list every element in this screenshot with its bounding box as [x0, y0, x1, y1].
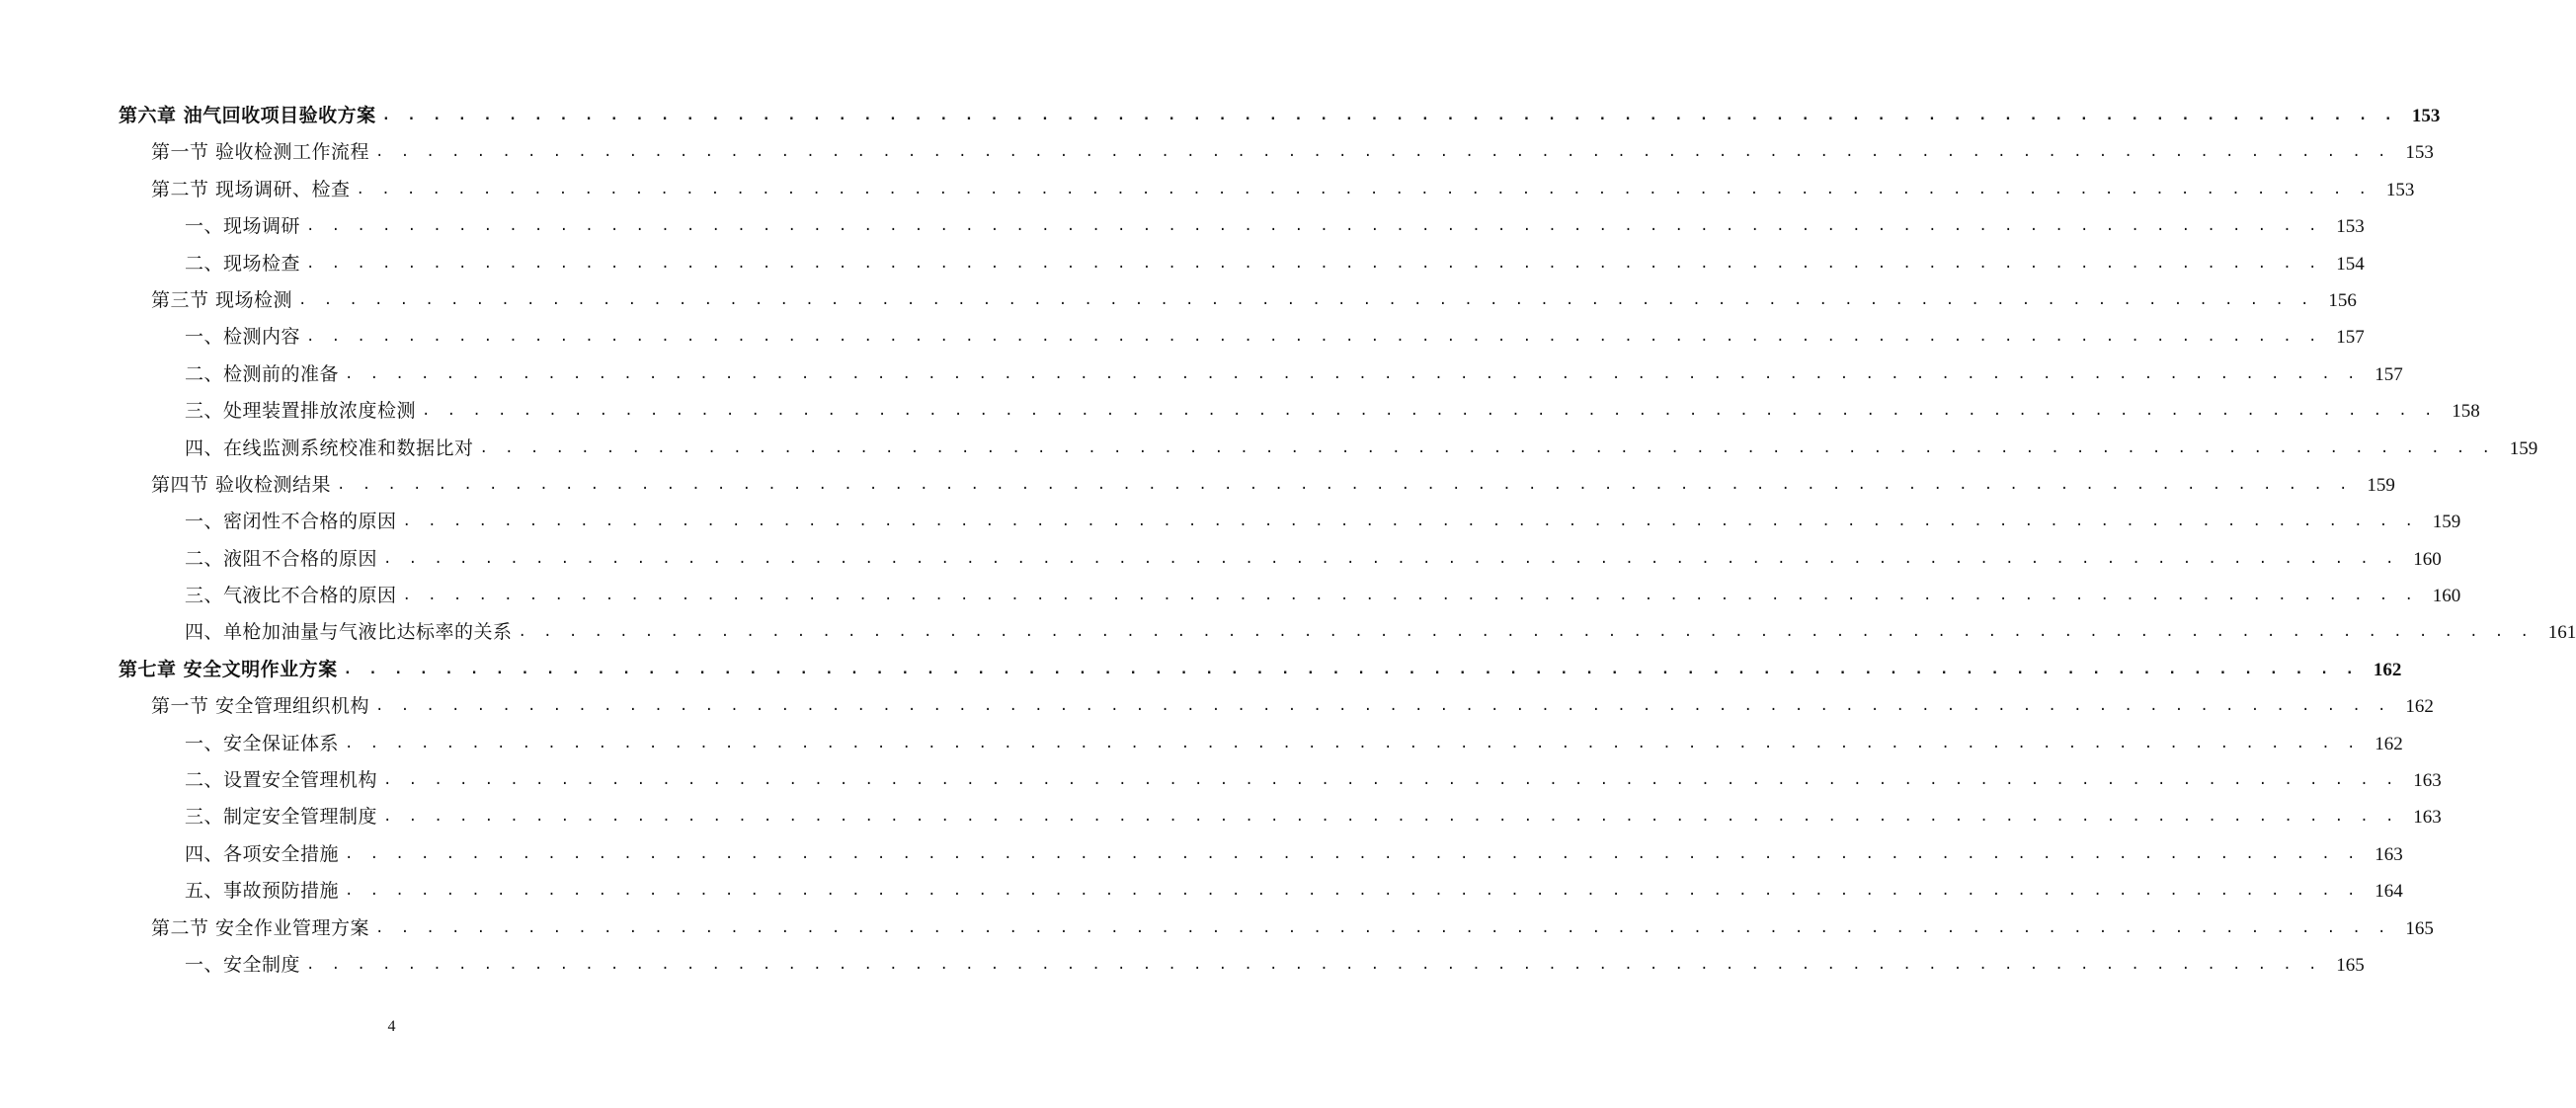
toc-entry-section[interactable] — [0, 134, 2434, 171]
toc-entry-page: 163 — [2413, 807, 2442, 829]
toc-entry-title: 四、单枪加油量与气液比达标率的关系 — [185, 621, 513, 644]
toc-entry-item[interactable] — [0, 947, 2365, 984]
toc-entry-page: 154 — [2336, 253, 2365, 275]
toc-entry-page: 157 — [2375, 363, 2403, 385]
toc-entry-page: 160 — [2432, 586, 2461, 607]
toc-entry-page: 165 — [2336, 954, 2365, 976]
toc-entry-title: 四、在线监测系统校准和数据比对 — [185, 436, 474, 459]
toc-entry-title: 第六章 油气回收项目验收方案 — [119, 105, 376, 126]
toc-entry-title: 第三节 现场检测 — [151, 288, 293, 311]
toc-entry-item[interactable] — [0, 836, 2403, 873]
dot-leader: . . . . . . . . . . . . . . . . . . . . . . . . . . . . . . . . . . . . . . . . . . . . . . . . . . . . . . . . . . . . . . . . . . . . . . . . . . . . . . . . — [383, 809, 2398, 826]
toc-entry-item[interactable] — [0, 504, 2461, 540]
toc-entry-title: 二、设置安全管理机构 — [185, 769, 378, 792]
dot-leader: . . . . . . . . . . . . . . . . . . . . . . . . . . . . . . . . . . . . . . . . . . . . . . . . . . . . . . . . . . . . . . . . . . . . . . . . . . . . . . . . — [306, 329, 2321, 346]
dot-leader: . . . . . . . . . . . . . . . . . . . . . . . . . . . . . . . . . . . . . . . . . . . . . . . . . . . . . . . . . . . . . . . . . . . . . . . . . . . . . . . . — [375, 698, 2390, 715]
toc-entry-page: 157 — [2336, 327, 2365, 349]
toc-entry-page: 163 — [2375, 843, 2403, 865]
toc-entry-chapter[interactable] — [0, 98, 2441, 134]
toc-entry-item[interactable] — [0, 431, 2538, 467]
dot-leader: . . . . . . . . . . . . . . . . . . . . . . . . . . . . . . . . . . . . . . . . . . . . . . . . . . . . . . . . . . . . . . . . . . . . . . . . . . . . . . . . — [402, 588, 2418, 604]
toc-entry-item[interactable] — [0, 208, 2365, 245]
dot-leader: . . . . . . . . . . . . . . . . . . . . . . . . . . . . . . . . . . . . . . . . . . . . . . . . . . . . . . . . . . . . . . . . . . . . . . . . . . . . . . . . — [422, 403, 2437, 420]
toc-entry-item[interactable] — [0, 799, 2442, 835]
toc-entry-page: 161 — [2547, 622, 2576, 644]
toc-entry-title: 一、密闭性不合格的原因 — [185, 511, 397, 533]
dot-leader: . . . . . . . . . . . . . . . . . . . . . . . . . . . . . . . . . . . . . . . . . . . . . . . . . . . . . . . . . . . . . . . . . . . . . . . . . . . . . . . . — [356, 181, 2372, 198]
dot-leader: . . . . . . . . . . . . . . . . . . . . . . . . . . . . . . . . . . . . . . . . . . . . . . . . . . . . . . . . . . . . . . . . . . . . . . . . . . . . . . . . — [381, 108, 2397, 123]
toc-entry-item[interactable] — [0, 319, 2365, 356]
toc-entry-page: 165 — [2405, 917, 2434, 939]
toc-entry-title: 二、现场检查 — [185, 252, 301, 275]
toc-entry-title: 三、制定安全管理制度 — [185, 806, 378, 829]
toc-entry-page: 153 — [2405, 142, 2434, 164]
dot-leader: . . . . . . . . . . . . . . . . . . . . . . . . . . . . . . . . . . . . . . . . . . . . . . . . . . . . . . . . . . . . . . . . . . . . . . . . . . . . . . . . — [402, 514, 2418, 530]
toc-entry-title: 五、事故预防措施 — [185, 880, 340, 903]
toc-entry-item[interactable] — [0, 873, 2403, 910]
toc-entry-page: 153 — [2385, 179, 2415, 200]
toc-entry-page: 162 — [2405, 696, 2434, 718]
dot-leader: . . . . . . . . . . . . . . . . . . . . . . . . . . . . . . . . . . . . . . . . . . . . . . . . . . . . . . . . . . . . . . . . . . . . . . . . . . . . . . . . — [345, 845, 2360, 862]
toc-entry-item[interactable] — [0, 541, 2442, 578]
toc-entry-title: 第一节 验收检测工作流程 — [151, 141, 370, 164]
toc-entry-page: 159 — [2509, 437, 2538, 459]
toc-entry-title: 一、安全制度 — [185, 953, 301, 976]
toc-entry-section[interactable] — [0, 688, 2434, 725]
dot-leader: . . . . . . . . . . . . . . . . . . . . . . . . . . . . . . . . . . . . . . . . . . . . . . . . . . . . . . . . . . . . . . . . . . . . . . . . . . . . . . . . — [383, 550, 2398, 567]
toc-entry-page: 159 — [2367, 474, 2395, 496]
toc-entry-title: 第二节 安全作业管理方案 — [151, 916, 370, 939]
toc-entry-item[interactable] — [0, 614, 2576, 651]
dot-leader: . . . . . . . . . . . . . . . . . . . . . . . . . . . . . . . . . . . . . . . . . . . . . . . . . . . . . . . . . . . . . . . . . . . . . . . . . . . . . . . . — [306, 956, 2321, 973]
toc-entry-title: 一、现场调研 — [185, 215, 301, 238]
toc-entry-page: 153 — [2411, 106, 2441, 126]
toc-entry-item[interactable] — [0, 356, 2403, 393]
toc-entry-section[interactable] — [0, 172, 2415, 208]
table-of-contents — [0, 98, 2576, 984]
dot-leader: . . . . . . . . . . . . . . . . . . . . . . . . . . . . . . . . . . . . . . . . . . . . . . . . . . . . . . . . . . . . . . . . . . . . . . . . . . . . . . . . — [375, 919, 2390, 936]
toc-entry-page: 158 — [2452, 401, 2480, 423]
toc-entry-page: 159 — [2432, 512, 2461, 533]
toc-entry-page: 163 — [2413, 770, 2442, 792]
toc-entry-page: 153 — [2336, 216, 2365, 238]
dot-leader: . . . . . . . . . . . . . . . . . . . . . . . . . . . . . . . . . . . . . . . . . . . . . . . . . . . . . . . . . . . . . . . . . . . . . . . . . . . . . . . . — [298, 291, 2313, 308]
dot-leader: . . . . . . . . . . . . . . . . . . . . . . . . . . . . . . . . . . . . . . . . . . . . . . . . . . . . . . . . . . . . . . . . . . . . . . . . . . . . . . . . — [337, 476, 2352, 493]
dot-leader: . . . . . . . . . . . . . . . . . . . . . . . . . . . . . . . . . . . . . . . . . . . . . . . . . . . . . . . . . . . . . . . . . . . . . . . . . . . . . . . . — [383, 772, 2398, 789]
toc-entry-page: 162 — [2375, 733, 2403, 754]
toc-entry-title: 第七章 安全文明作业方案 — [119, 658, 338, 680]
toc-entry-item[interactable] — [0, 246, 2365, 282]
toc-entry-title: 二、检测前的准备 — [185, 362, 340, 385]
toc-entry-item[interactable] — [0, 578, 2461, 614]
dot-leader: . . . . . . . . . . . . . . . . . . . . . . . . . . . . . . . . . . . . . . . . . . . . . . . . . . . . . . . . . . . . . . . . . . . . . . . . . . . . . . . . — [479, 439, 2495, 456]
toc-entry-title: 三、气液比不合格的原因 — [185, 585, 397, 607]
dot-leader: . . . . . . . . . . . . . . . . . . . . . . . . . . . . . . . . . . . . . . . . . . . . . . . . . . . . . . . . . . . . . . . . . . . . . . . . . . . . . . . . — [306, 255, 2321, 272]
toc-entry-title: 一、检测内容 — [185, 326, 301, 349]
toc-entry-item[interactable] — [0, 726, 2403, 762]
dot-leader: . . . . . . . . . . . . . . . . . . . . . . . . . . . . . . . . . . . . . . . . . . . . . . . . . . . . . . . . . . . . . . . . . . . . . . . . . . . . . . . . — [343, 661, 2359, 677]
toc-entry-page: 160 — [2413, 548, 2442, 570]
dot-leader: . . . . . . . . . . . . . . . . . . . . . . . . . . . . . . . . . . . . . . . . . . . . . . . . . . . . . . . . . . . . . . . . . . . . . . . . . . . . . . . . — [345, 735, 2360, 752]
toc-entry-page: 156 — [2328, 289, 2357, 311]
toc-entry-title: 第四节 验收检测结果 — [151, 473, 332, 496]
toc-entry-page: 162 — [2373, 659, 2402, 680]
toc-entry-page: 164 — [2375, 881, 2403, 903]
toc-entry-chapter[interactable] — [0, 652, 2402, 688]
toc-entry-title: 四、各项安全措施 — [185, 842, 340, 865]
dot-leader: . . . . . . . . . . . . . . . . . . . . . . . . . . . . . . . . . . . . . . . . . . . . . . . . . . . . . . . . . . . . . . . . . . . . . . . . . . . . . . . . — [345, 365, 2360, 382]
toc-entry-title: 第二节 现场调研、检查 — [151, 178, 351, 200]
toc-entry-item[interactable] — [0, 762, 2442, 799]
toc-entry-title: 二、液阻不合格的原因 — [185, 547, 378, 570]
page-number: 4 — [387, 1018, 396, 1035]
toc-entry-title: 一、安全保证体系 — [185, 732, 340, 754]
dot-leader: . . . . . . . . . . . . . . . . . . . . . . . . . . . . . . . . . . . . . . . . . . . . . . . . . . . . . . . . . . . . . . . . . . . . . . . . . . . . . . . . — [375, 144, 2390, 161]
toc-entry-title: 第一节 安全管理组织机构 — [151, 695, 370, 718]
toc-entry-title: 三、处理装置排放浓度检测 — [185, 400, 417, 423]
dot-leader: . . . . . . . . . . . . . . . . . . . . . . . . . . . . . . . . . . . . . . . . . . . . . . . . . . . . . . . . . . . . . . . . . . . . . . . . . . . . . . . . — [518, 624, 2534, 641]
toc-entry-section[interactable] — [0, 910, 2434, 947]
toc-entry-section[interactable] — [0, 282, 2357, 319]
dot-leader: . . . . . . . . . . . . . . . . . . . . . . . . . . . . . . . . . . . . . . . . . . . . . . . . . . . . . . . . . . . . . . . . . . . . . . . . . . . . . . . . — [306, 218, 2321, 235]
toc-entry-item[interactable] — [0, 393, 2480, 430]
toc-entry-section[interactable] — [0, 467, 2395, 504]
dot-leader: . . . . . . . . . . . . . . . . . . . . . . . . . . . . . . . . . . . . . . . . . . . . . . . . . . . . . . . . . . . . . . . . . . . . . . . . . . . . . . . . — [345, 883, 2360, 900]
